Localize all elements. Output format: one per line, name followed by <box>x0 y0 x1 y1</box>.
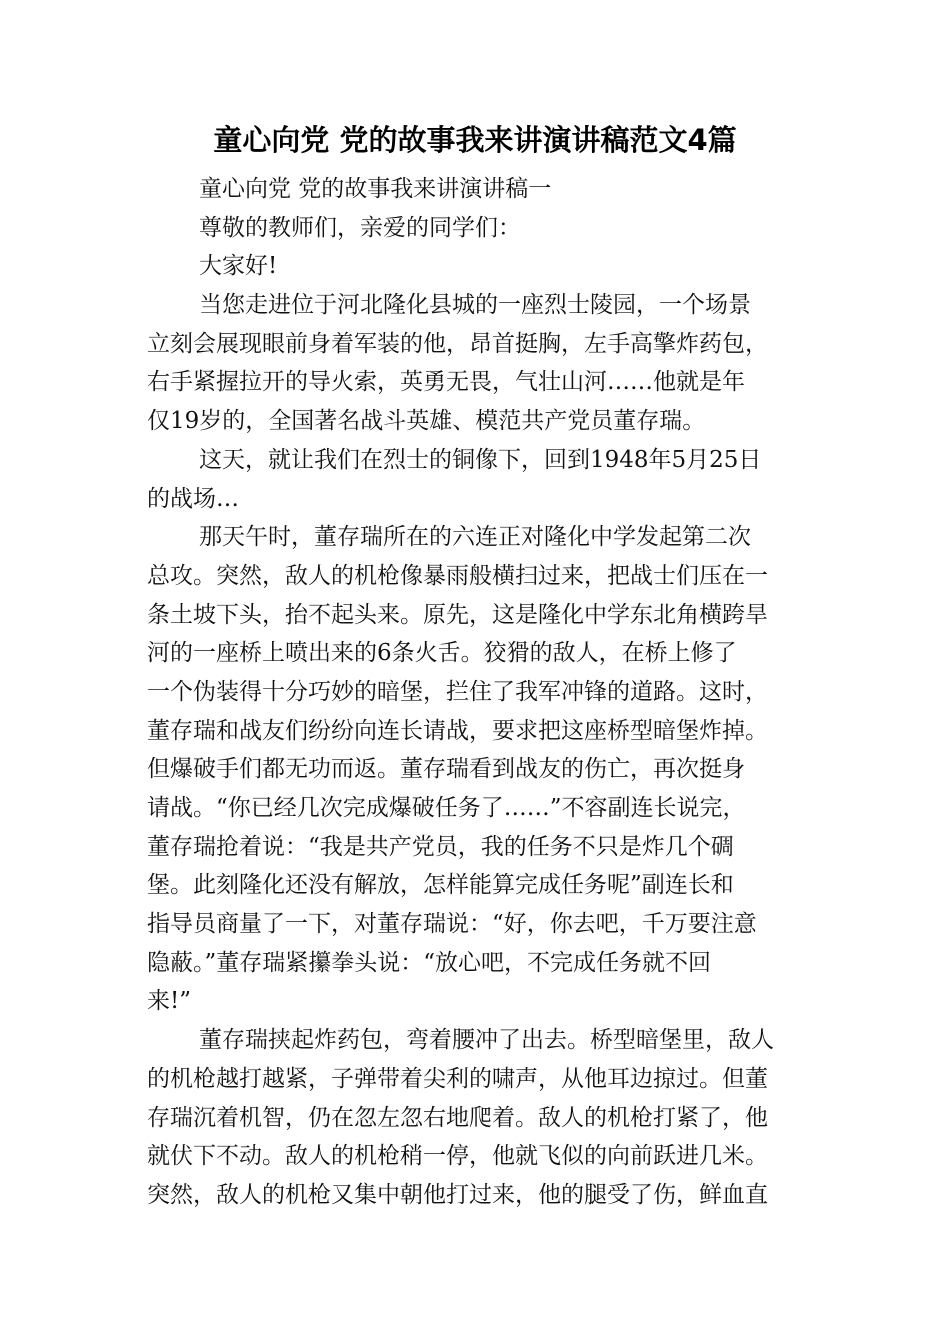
paragraph-intro <box>147 286 807 441</box>
paragraph-line: 一个伪装得十分巧妙的暗堡，拦住了我军冲锋的道路。这时， <box>147 678 768 705</box>
paragraph-line: 请战。“你已经几次完成爆破任务了……”不容副连长说完， <box>147 795 746 821</box>
paragraph-line: 仅19岁的，全国著名战斗英雄、模范共产党员董存瑞。 <box>147 408 706 435</box>
paragraph-line: 右手紧握拉开的导火索，英勇无畏，气壮山河……他就是年 <box>147 369 745 396</box>
paragraph-line: 董存瑞抢着说：“我是共产党员，我的任务不只是炸几个碉 <box>147 833 734 860</box>
paragraph-line: 隐蔽。”董存瑞紧攥拳头说：“放心吧，不完成任务就不回 <box>147 949 712 976</box>
paragraph-line: 立刻会展现眼前身着军装的他，昂首挺胸，左手高擎炸药包， <box>147 330 768 357</box>
paragraph-line: 那天午时，董存瑞所在的六连正对隆化中学发起第二次 <box>199 524 751 551</box>
paragraph-line: 存瑞沉着机智，仍在忽左忽右地爬着。敌人的机枪打紧了，他 <box>147 1104 768 1131</box>
paragraph-line: 董存瑞和战友们纷纷向连长请战，要求把这座桥型暗堡炸掉。 <box>147 717 768 744</box>
paragraph-line: 当您走进位于河北隆化县城的一座烈士陵园，一个场景 <box>199 292 751 319</box>
paragraph-line: 指导员商量了一下，对董存瑞说：“好，你去吧，千万要注意 <box>147 911 757 938</box>
paragraph-line: 总攻。突然，敌人的机枪像暴雨般横扫过来，把战士们压在一 <box>147 562 768 589</box>
paragraph-subtitle <box>147 170 807 209</box>
paragraph-line: 的战场… <box>147 485 239 512</box>
paragraph-line: 大家好! <box>199 253 278 280</box>
paragraph-salutation <box>147 209 807 248</box>
paragraph-story-1 <box>147 518 807 1021</box>
paragraph-story-2 <box>147 1021 807 1214</box>
paragraph-greeting <box>147 247 807 286</box>
paragraph-line: 但爆破手们都无功而返。董存瑞看到战友的伤亡，再次挺身 <box>147 756 745 783</box>
paragraph-line: 董存瑞挟起炸药包，弯着腰冲了出去。桥型暗堡里，敌人 <box>199 1027 774 1054</box>
paragraph-line: 来!” <box>147 988 192 1015</box>
paragraph-line: 条土坡下头，抬不起头来。原先，这是隆化中学东北角横跨旱 <box>147 601 768 628</box>
paragraph-line: 堡。此刻隆化还没有解放，怎样能算完成任务呢”副连长和 <box>147 872 734 899</box>
paragraph-line: 的机枪越打越紧，子弹带着尖利的啸声，从他耳边掠过。但董 <box>147 1065 768 1092</box>
paragraph-transition <box>147 441 807 518</box>
paragraph-line: 这天，就让我们在烈士的铜像下，回到1948年5月25日 <box>199 446 762 473</box>
paragraph-line: 就伏下不动。敌人的机枪稍一停，他就飞似的向前跃进几米。 <box>147 1143 768 1170</box>
paragraph-line: 河的一座桥上喷出来的6条火舌。狡猾的敌人，在桥上修了 <box>147 640 737 667</box>
document-body <box>147 170 807 1215</box>
document-title: 童心向党 党的故事我来讲演讲稿范文4篇 <box>213 123 737 157</box>
paragraph-line: 尊敬的教师们，亲爱的同学们： <box>199 214 521 241</box>
paragraph-line: 突然，敌人的机枪又集中朝他打过来，他的腿受了伤，鲜血直 <box>147 1181 768 1208</box>
paragraph-line: 童心向党 党的故事我来讲演讲稿一 <box>199 176 552 202</box>
